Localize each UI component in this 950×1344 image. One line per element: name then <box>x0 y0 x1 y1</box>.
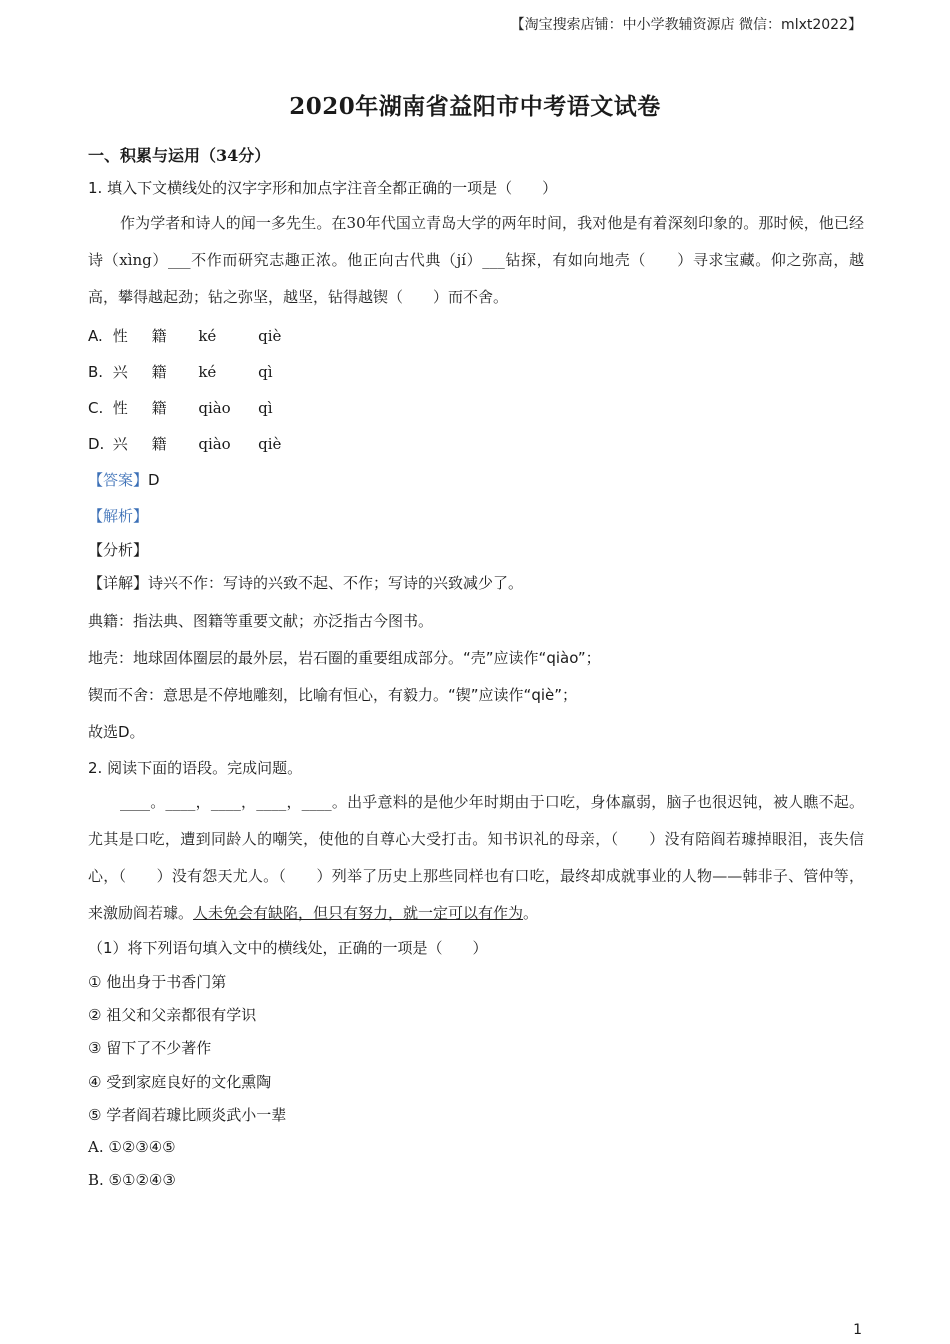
q1-stem: 1. 填入下文横线处的汉字字形和加点字注音全都正确的一项是（ ） <box>88 179 558 197</box>
q1-fenxi-label: 【分析】 <box>88 541 149 559</box>
option-pinyin-1: qiào <box>198 399 231 417</box>
q1-option-a <box>88 325 281 346</box>
q2-choice-a: A. ①②③④⑤ <box>88 1138 176 1156</box>
option-pinyin-2: qiè <box>258 327 282 345</box>
q2-passage-main: ____。____，____，____，____。出乎意料的是他少年时期由于口吃，身体羸弱，脑子也很迟钝，被人瞧不起。尤其是口吃，遭到同龄人的嘲笑，使他的自尊心大受打击。知书识礼的母亲，（ ）没有陪阎若璩掉眼泪，丧失信心，（ ）没有怨天尤人。（ ）列举了历史上那些同样也有口吃，最终却成就事业的人物——韩非子、管仲等，来激励阎若璩。 <box>88 793 864 922</box>
q2-passage-end: 。 <box>523 904 539 922</box>
option-letter: B. <box>88 363 104 381</box>
q2-item: ① 他出身于书香门第 <box>88 973 227 991</box>
option-char-2: 籍 <box>151 363 167 381</box>
q1-option-c <box>88 397 273 418</box>
option-pinyin-2: qì <box>258 399 273 417</box>
q2-passage-underlined: 人未免会有缺陷，但只有努力，就一定可以有作为 <box>193 904 524 922</box>
q2-item: ③ 留下了不少著作 <box>88 1039 212 1057</box>
option-char-2: 籍 <box>151 327 167 345</box>
option-char-1: 性 <box>112 327 128 345</box>
option-letter: A. <box>88 327 103 345</box>
q1-passage: 作为学者和诗人的闻一多先生。在30年代国立青岛大学的两年时间，我对他是有着深刻印象的。那时候，他已经诗（xìng）___不作而研究志趣正浓。他正向古代典（jí）___钻探，有如向地壳（ ）寻求宝藏。仰之弥高，越高，攀得越起劲；钻之弥坚，越坚，钻得越锲（ ）而不舍。 <box>88 214 864 306</box>
q2-passage <box>88 784 864 932</box>
option-char-2: 籍 <box>151 435 167 453</box>
q1-answer <box>88 469 160 490</box>
q2-item: ④ 受到家庭良好的文化熏陶 <box>88 1073 272 1091</box>
detail-text: 诗兴不作：写诗的兴致不起、不作；写诗的兴致减少了。 <box>148 574 524 592</box>
q2-sub1: （1）将下列语句填入文中的横线处，正确的一项是（ ） <box>88 939 488 957</box>
option-char-1: 性 <box>112 399 128 417</box>
option-pinyin-1: qiào <box>198 435 231 453</box>
option-letter: D. <box>88 435 105 453</box>
option-char-1: 兴 <box>112 363 128 381</box>
detail-label: 【详解】 <box>88 574 149 592</box>
option-pinyin-2: qì <box>258 363 273 381</box>
q1-detail <box>88 572 523 593</box>
q1-option-d <box>88 433 281 454</box>
option-letter: C. <box>88 399 104 417</box>
q2-item: ⑤ 学者阎若璩比顾炎武小一辈 <box>88 1106 287 1124</box>
page-title: 2020年湖南省益阳市中考语文试卷 <box>289 93 661 120</box>
section-heading: 一、积累与运用（34分） <box>88 146 271 165</box>
q1-option-b <box>88 361 273 382</box>
q2-choice-b: B. ⑤①②④③ <box>88 1171 176 1189</box>
option-pinyin-2: qiè <box>258 435 282 453</box>
q2-stem: 2. 阅读下面的语段。完成问题。 <box>88 759 303 777</box>
q1-explanation-line: 地壳：地球固体圈层的最外层，岩石圈的重要组成部分。“壳”应读作“qiào”； <box>88 649 601 667</box>
page-number: 1 <box>853 1322 862 1338</box>
q1-explanation-line: 故选D。 <box>88 723 145 741</box>
answer-label: 【答案】 <box>88 471 149 489</box>
option-pinyin-1: ké <box>198 327 217 345</box>
option-char-2: 籍 <box>151 399 167 417</box>
q1-analysis-label: 【解析】 <box>88 507 149 525</box>
q1-explanation-line: 锲而不舍：意思是不停地雕刻，比喻有恒心，有毅力。“锲”应读作“qiè”； <box>88 686 578 704</box>
option-char-1: 兴 <box>112 435 128 453</box>
option-pinyin-1: ké <box>198 363 217 381</box>
q2-item: ② 祖父和父亲都很有学识 <box>88 1006 257 1024</box>
header-note: 【淘宝搜索店铺：中小学教辅资源店 微信：mlxt2022】 <box>510 17 862 33</box>
answer-value: D <box>148 471 160 489</box>
q1-explanation-line: 典籍：指法典、图籍等重要文献；亦泛指古今图书。 <box>88 612 434 630</box>
